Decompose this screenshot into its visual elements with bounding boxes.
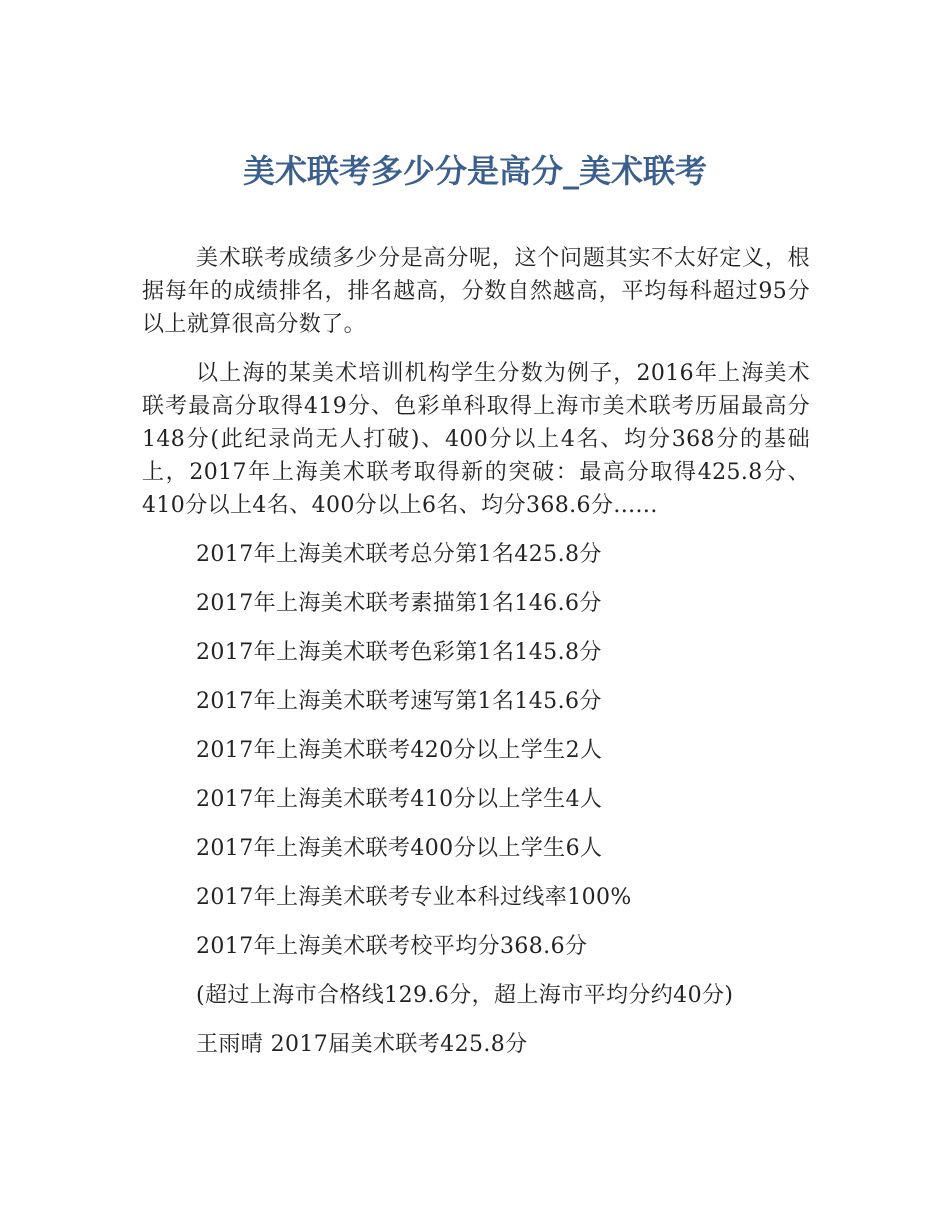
list-item: 2017年上海美术联考速写第1名145.6分	[196, 689, 602, 714]
list-item: 2017年上海美术联考素描第1名146.6分	[196, 591, 602, 616]
list-item: 2017年上海美术联考410分以上学生4人	[196, 787, 603, 812]
paragraph-example: 以上海的某美术培训机构学生分数为例子，2016年上海美术联考最高分取得419分、色彩单科取得上海市美术联考历届最高分148分(此纪录尚无人打破)、400分以上4名、均分368分的基础上，2017年上海美术联考取得新的突破：最高分取得425.8分、410分以上4名、400分以上6名、均分368.6分......	[142, 361, 810, 518]
document-body	[142, 242, 810, 1077]
results-list	[142, 538, 810, 1061]
list-item: (超过上海市合格线129.6分，超上海市平均分约40分)	[196, 983, 734, 1008]
list-item: 2017年上海美术联考专业本科过线率100%	[196, 885, 632, 910]
list-item: 2017年上海美术联考总分第1名425.8分	[196, 542, 602, 567]
paragraph-intro: 美术联考成绩多少分是高分呢，这个问题其实不太好定义，根据每年的成绩排名，排名越高，分数自然越高，平均每科超过95分以上就算很高分数了。	[142, 246, 810, 337]
list-item: 2017年上海美术联考400分以上学生6人	[196, 836, 603, 861]
list-item: 2017年上海美术联考420分以上学生2人	[196, 738, 603, 763]
list-item: 2017年上海美术联考校平均分368.6分	[196, 934, 588, 959]
list-item: 2017年上海美术联考色彩第1名145.8分	[196, 640, 602, 665]
document-title: 美术联考多少分是高分_美术联考	[242, 152, 707, 190]
list-item: 王雨晴 2017届美术联考425.8分	[196, 1032, 528, 1057]
